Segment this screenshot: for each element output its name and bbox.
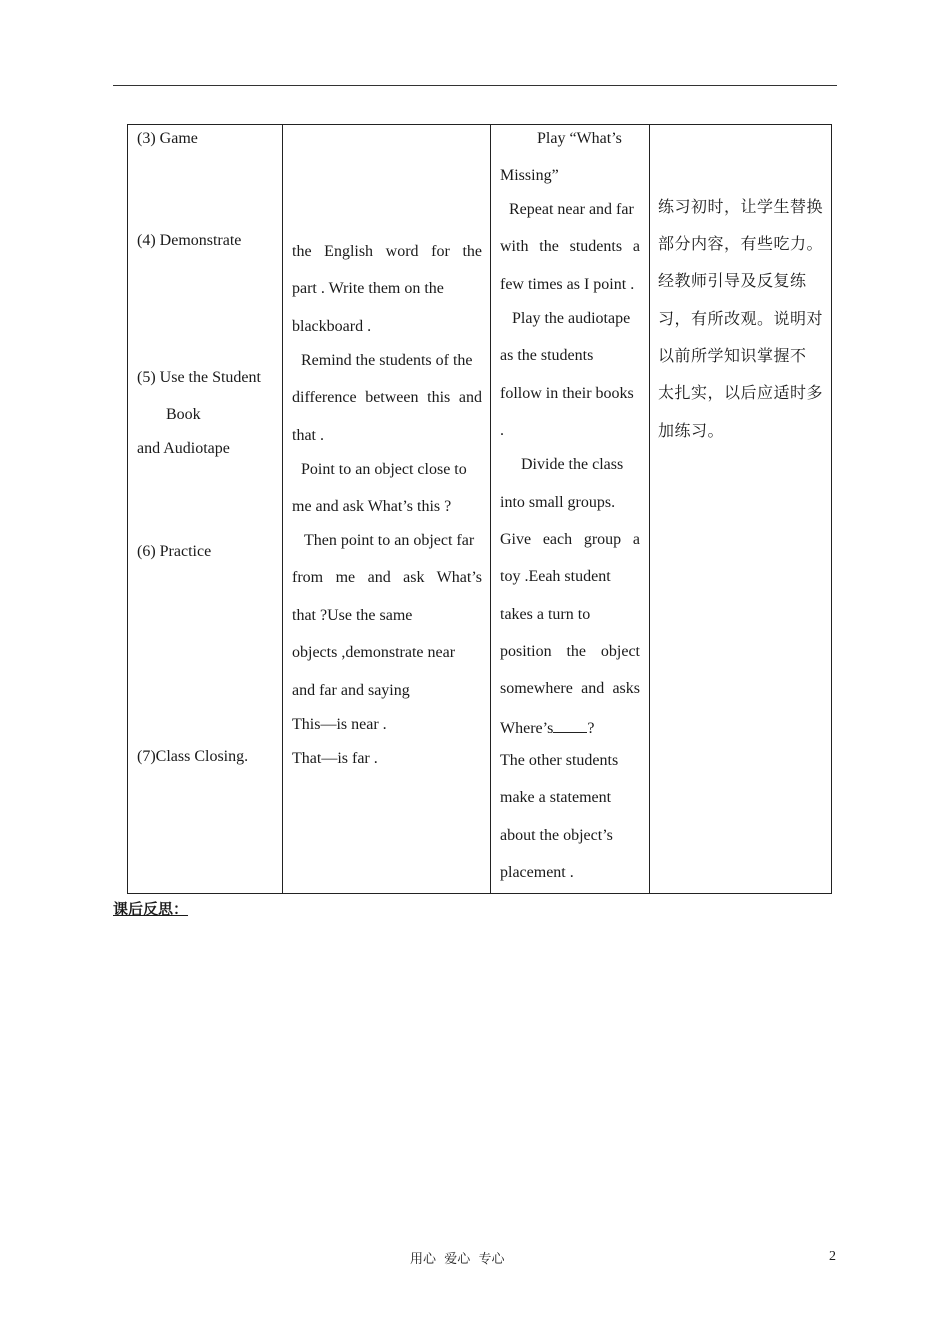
column-divider xyxy=(490,125,491,893)
teacher-line: Remind the students of the xyxy=(301,352,473,369)
student-line: position the object xyxy=(500,643,640,660)
teacher-line: Then point to an object far xyxy=(304,532,475,549)
step-demonstrate: (4) Demonstrate xyxy=(137,232,242,249)
teacher-line: that ?Use the same xyxy=(292,607,413,624)
page-footer: 用心 爱心 专心 xyxy=(410,1252,505,1267)
note-line: 练习初时，让学生替换 xyxy=(658,197,824,216)
student-line: Play “What’s xyxy=(537,130,622,147)
student-line: Give each group a xyxy=(500,531,640,548)
teacher-line: This—is near . xyxy=(292,716,387,733)
student-line: toy .Eeah student xyxy=(500,568,611,585)
step-class-closing: (7)Class Closing. xyxy=(137,748,249,765)
student-line: Play the audiotape xyxy=(512,310,631,327)
teacher-line: blackboard . xyxy=(292,318,372,335)
answer-blank xyxy=(553,718,587,733)
column-divider xyxy=(282,125,283,893)
student-line: The other students xyxy=(500,752,619,769)
step-use-student-book-cont: Book xyxy=(166,406,201,423)
teacher-line: that . xyxy=(292,427,324,444)
step-game: (3) Game xyxy=(137,130,198,147)
teacher-line: difference between this and xyxy=(292,389,482,406)
note-line: 部分内容，有些吃力。 xyxy=(658,234,824,253)
student-line: about the object’s xyxy=(500,827,613,844)
lesson-table xyxy=(127,124,832,894)
column-divider xyxy=(649,125,650,893)
teacher-line: from me and ask What’s xyxy=(292,569,482,586)
teacher-line: Point to an object close to xyxy=(301,461,467,478)
note-line: 经教师引导及反复练 xyxy=(658,271,807,290)
student-line: . xyxy=(500,422,504,439)
teacher-line: the English word for the xyxy=(292,243,482,260)
teacher-line: me and ask What’s this ? xyxy=(292,498,452,515)
step-practice: (6) Practice xyxy=(137,543,212,560)
teacher-line: and far and saying xyxy=(292,682,410,699)
page-number: 2 xyxy=(829,1249,836,1264)
header-rule xyxy=(113,85,837,86)
student-line: into small groups. xyxy=(500,494,616,511)
student-line: takes a turn to xyxy=(500,606,591,623)
student-line-blank: Where’s ? xyxy=(500,720,595,737)
note-line: 习，有所改观。说明对 xyxy=(658,309,824,328)
teacher-line: That—is far . xyxy=(292,750,378,767)
step-audiotape: and Audiotape xyxy=(137,440,230,457)
note-line: 太扎实，以后应适时多 xyxy=(658,383,824,402)
note-line: 加练习。 xyxy=(658,421,725,440)
step-use-student-book: (5) Use the Student xyxy=(137,369,261,386)
note-line: 以前所学知识掌握不 xyxy=(658,346,807,365)
student-line: Divide the class xyxy=(521,456,624,473)
reflection-label: 课后反思： xyxy=(113,900,189,918)
student-line: placement . xyxy=(500,864,574,881)
student-line: make a statement xyxy=(500,789,612,806)
student-line: follow in their books xyxy=(500,385,634,402)
teacher-line: objects ,demonstrate near xyxy=(292,644,456,661)
student-line: with the students a xyxy=(500,238,640,255)
student-line: few times as I point . xyxy=(500,276,635,293)
student-line: as the students xyxy=(500,347,594,364)
student-line: Missing” xyxy=(500,167,559,184)
student-line: Repeat near and far xyxy=(509,201,634,218)
teacher-line: part . Write them on the xyxy=(292,280,444,297)
student-line: somewhere and asks xyxy=(500,680,640,697)
